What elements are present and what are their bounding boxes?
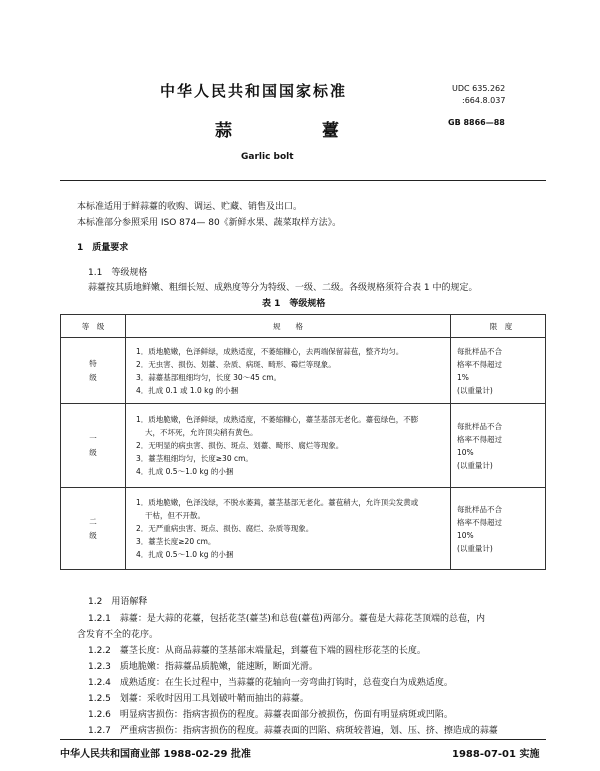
col-header-limit: 限 度 xyxy=(451,315,546,338)
limit-line: 格率不得超过 xyxy=(457,434,502,444)
limit-line: 10% xyxy=(457,530,474,540)
spec-item: 1．质地脆嫩，色泽鲜绿，成熟适度，不萎缩糠心，去两端保留蒜苞，整齐均匀。 xyxy=(136,346,404,356)
grade-char: 一 xyxy=(89,433,97,443)
limit-line: (以重量计) xyxy=(457,460,493,470)
item-1-2-2: 1.2.2 薹茎长度：从商品蒜薹的茎基部末端量起，到薹苞下端的圆柱形花茎的长度。 xyxy=(88,646,426,656)
item-1-2-1-cont: 含发育不全的花序。 xyxy=(77,630,159,640)
standard-number: GB 8866—88 xyxy=(448,118,505,127)
spec-item: 3．薹茎粗细均匀，长度≥30 cm。 xyxy=(136,454,253,463)
intro-p1: 本标准适用于鲜蒜薹的收购、调运、贮藏、销售及出口。 xyxy=(77,202,303,212)
item-1-2-5: 1.2.5 划薹：采收时因用工具划破叶鞘而抽出的蒜薹。 xyxy=(88,694,309,704)
item-1-2-7: 1.2.7 严重病害损伤：指病害损伤的程度。蒜薹表面的凹陷、病斑较普遍，划、压、挤、擦造成的蒜薹 xyxy=(88,726,498,736)
grade-char: 级 xyxy=(89,530,97,540)
spec-item: 2．无虫害、损伤、划薹、杂质、病斑、畸形、霉烂等现象。 xyxy=(136,359,336,369)
limit-line: 格率不得超过 xyxy=(457,359,502,369)
spec-item: 4．扎成 0.5～1.0 kg 的小捆 xyxy=(136,550,234,559)
title-en: Garlic bolt xyxy=(241,152,294,162)
spec-cell xyxy=(126,338,451,404)
limit-line: (以重量计) xyxy=(457,385,493,395)
grade-table xyxy=(60,314,546,570)
item-1-2-1: 1.2.1 蒜薹：是大蒜的花薹，包括花茎(薹茎)和总苞(薹苞)两部分。薹苞是大蒜花茎顶端的总苞，内 xyxy=(88,614,485,624)
limit-cell xyxy=(451,404,546,488)
limit-cell xyxy=(451,488,546,570)
spec-item: 3．蒜薹基部粗细均匀，长度 30～45 cm。 xyxy=(136,372,282,382)
spec-cell xyxy=(126,488,451,570)
title-cn-2: 薹 xyxy=(322,121,339,141)
udc-code-2: :664.8.037 xyxy=(462,96,506,105)
col-header-grade: 等 级 xyxy=(61,315,126,338)
limit-line: 每批样品不合 xyxy=(457,346,502,356)
header-rule xyxy=(60,180,546,181)
effective-date: 1988-07-01 实施 xyxy=(452,749,540,760)
section-1-heading: 1 质量要求 xyxy=(77,243,129,253)
table-row xyxy=(61,488,546,570)
limit-line: 10% xyxy=(457,447,474,457)
spec-item: 4．扎成 0.1 或 1.0 kg 的小捆 xyxy=(136,385,239,395)
grade-cell xyxy=(61,488,126,570)
udc-code-1: UDC 635.262 xyxy=(452,84,506,93)
item-1-2-6: 1.2.6 明显病害损伤：指病害损伤的程度。蒜薹表面部分被损伤，伤面有明显病斑或凹陷。 xyxy=(88,710,453,720)
spec-item: 3．薹茎长度≥20 cm。 xyxy=(136,537,216,546)
limit-cell xyxy=(451,338,546,404)
item-1-2-4: 1.2.4 成熟适度：在生长过程中，当蒜薹的花轴向一旁弯曲打钩时，总苞变白为成熟适度。 xyxy=(88,678,453,688)
spec-item: 干枯，但不开散。 xyxy=(145,511,205,520)
section-1-1-heading: 1.1 等级规格 xyxy=(88,268,148,278)
table-row xyxy=(61,404,546,488)
table-row xyxy=(61,338,546,404)
spec-item: 1．质地脆嫩，色泽鲜绿，成熟适度，不萎缩糠心，薹茎基部无老化。薹苞绿色，不膨 xyxy=(136,415,419,424)
grade-cell xyxy=(61,404,126,488)
limit-line: 1% xyxy=(457,372,469,382)
limit-line: 格率不得超过 xyxy=(457,517,502,527)
spec-item: 2．无明显的病虫害、损伤、斑点、划薹、畸形、腐烂等现象。 xyxy=(136,441,344,450)
limit-line: (以重量计) xyxy=(457,543,493,553)
spec-item: 大，不坏死，允许顶尖稍有黄色。 xyxy=(145,428,258,437)
approval-info: 中华人民共和国商业部 1988-02-29 批准 xyxy=(60,749,251,760)
section-1-2-heading: 1.2 用语解释 xyxy=(88,597,148,607)
spec-item: 4．扎成 0.5～1.0 kg 的小捆 xyxy=(136,467,234,476)
grade-char: 特 xyxy=(89,358,97,368)
spec-item: 2．无严重病虫害、斑点、损伤、腐烂、杂质等现象。 xyxy=(136,524,314,533)
spec-cell xyxy=(126,404,451,488)
spec-item: 1．质地脆嫩，色泽浅绿，不脱水萎蔫，薹茎基部无老化。薹苞稍大，允许顶尖发黄或 xyxy=(136,498,419,507)
footer-rule xyxy=(60,739,546,740)
table-caption: 表 1 等级规格 xyxy=(262,299,326,309)
table-header-row xyxy=(61,315,546,338)
col-header-spec: 规 格 xyxy=(126,315,451,338)
item-1-2-3: 1.2.3 质地脆嫩：指蒜薹品质脆嫩，能速断，断面光滑。 xyxy=(88,662,318,672)
intro-p2: 本标准部分参照采用 ISO 874— 80《新鲜水果、蔬菜取样方法》。 xyxy=(77,218,342,228)
limit-line: 每批样品不合 xyxy=(457,504,502,514)
org-title: 中华人民共和国国家标准 xyxy=(160,82,348,100)
grade-cell xyxy=(61,338,126,404)
section-1-1-text: 蒜薹按其质地鲜嫩、粗细长短、成熟度等分为特级、一级、二级。各级规格须符合表 1 中的规定。 xyxy=(88,283,478,293)
grade-char: 级 xyxy=(89,447,97,457)
grade-char: 级 xyxy=(89,372,97,382)
title-cn-1: 蒜 xyxy=(215,121,232,141)
limit-line: 每批样品不合 xyxy=(457,421,502,431)
grade-char: 二 xyxy=(89,516,97,526)
